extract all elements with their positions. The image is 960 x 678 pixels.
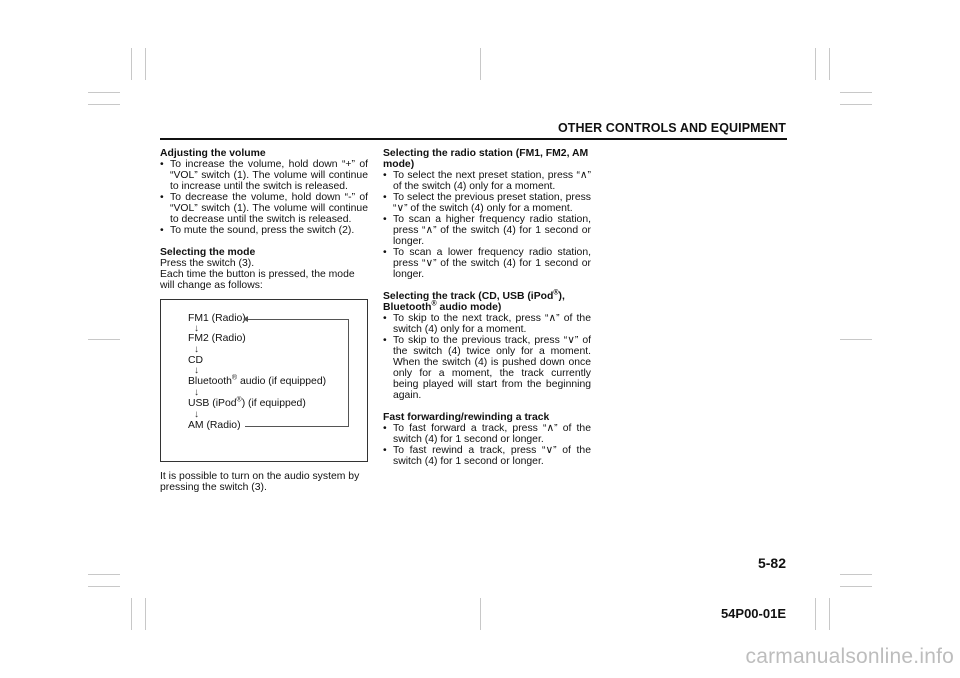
- mode-text: Each time the button is pressed, the mode will change as follows:: [160, 269, 355, 291]
- crop-mark: [815, 48, 816, 80]
- list-item: • To scan a higher frequency radio station, press “∧” of the switch (4) for 1 second or longer.: [383, 214, 591, 247]
- crop-mark: [88, 586, 120, 587]
- down-arrow-icon: ↓: [194, 387, 199, 398]
- down-arrow-icon: ↓: [194, 323, 199, 334]
- crop-mark: [829, 48, 830, 80]
- track-heading: [383, 291, 591, 313]
- mode-bluetooth-name: Bluetooth: [188, 376, 232, 387]
- list-item: • To fast rewind a track, press “∨” of the switch (4) for 1 second or longer.: [383, 445, 591, 467]
- crop-mark: [840, 92, 872, 93]
- left-column: [160, 148, 368, 493]
- registered-mark: ®: [236, 396, 242, 404]
- track-heading-part: ),: [558, 291, 565, 302]
- list-item: • To increase the volume, hold down “+” of “VOL” switch (1). The volume will continue to increase until the switch is released.: [160, 159, 368, 192]
- crop-mark: [815, 598, 816, 630]
- watermark: carmanualsonline.info: [745, 645, 954, 668]
- crop-mark: [840, 586, 872, 587]
- list-item: • To select the previous preset station, press “∨” of the switch (4) only for a moment.: [383, 192, 591, 214]
- right-column: [383, 148, 591, 467]
- mode-text: Press the switch (3).: [160, 258, 255, 269]
- list-item: • To fast forward a track, press “∧” of the switch (4) for 1 second or longer.: [383, 423, 591, 445]
- crop-mark: [131, 48, 132, 80]
- track-heading-part: audio mode): [436, 302, 502, 313]
- page-number: 5-82: [757, 555, 786, 571]
- crop-mark: [145, 598, 146, 630]
- mode-heading: Selecting the mode: [160, 247, 256, 258]
- mode-fm1: FM1 (Radio): [188, 313, 246, 324]
- crop-mark: [88, 92, 120, 93]
- volume-heading: Adjusting the volume: [160, 148, 266, 159]
- list-item: • To skip to the previous track, press “∨” of the switch (4) twice only for a moment. When the switch (4) is pushed down once only for a moment, the track currently being played will start from the beginning again.: [383, 335, 591, 401]
- section-title: OTHER CONTROLS AND EQUIPMENT: [557, 121, 786, 135]
- mode-fm2: FM2 (Radio): [188, 333, 246, 344]
- ff-list: [383, 423, 591, 467]
- registered-mark: ®: [231, 374, 238, 382]
- loop-line: [257, 319, 348, 320]
- registered-mark: ®: [431, 300, 437, 308]
- crop-mark: [145, 48, 146, 80]
- track-list: [383, 313, 591, 401]
- crop-mark: [480, 598, 481, 630]
- crop-mark: [131, 598, 132, 630]
- list-item: • To decrease the volume, hold down “-” of “VOL” switch (1). The volume will continue to decrease until the switch is released.: [160, 192, 368, 225]
- loop-line: [247, 319, 257, 320]
- list-item: • To mute the sound, press the switch (2).: [160, 225, 368, 236]
- crop-mark: [480, 48, 481, 80]
- registered-mark: ®: [553, 289, 559, 297]
- crop-mark: [88, 104, 120, 105]
- header-rule: [160, 138, 787, 140]
- down-arrow-icon: ↓: [194, 409, 199, 420]
- list-item: • To skip to the next track, press “∧” of the switch (4) only for a moment.: [383, 313, 591, 335]
- list-item: • To scan a lower frequency radio station, press “∨” of the switch (4) for 1 second or longer.: [383, 247, 591, 280]
- list-item: • To select the next preset station, press “∧” of the switch (4) only for a moment.: [383, 170, 591, 192]
- mode-cd: CD: [188, 355, 204, 366]
- crop-mark: [840, 574, 872, 575]
- radio-list: [383, 170, 591, 280]
- mode-usb: [188, 398, 306, 409]
- track-heading-part: Bluetooth: [383, 302, 432, 313]
- crop-mark: [88, 339, 120, 340]
- volume-list: [160, 159, 368, 236]
- mode-am: AM (Radio): [188, 420, 241, 431]
- crop-mark: [840, 104, 872, 105]
- document-code: 54P00-01E: [720, 606, 786, 621]
- down-arrow-icon: ↓: [194, 365, 199, 376]
- mode-bluetooth: [188, 376, 326, 387]
- mode-usb-tail: ) (if equipped): [241, 398, 306, 409]
- loop-line: [348, 319, 349, 426]
- mode-cycle-diagram: [160, 299, 368, 462]
- down-arrow-icon: ↓: [194, 344, 199, 355]
- mode-bluetooth-tail: audio (if equipped): [237, 376, 327, 387]
- power-text: It is possible to turn on the audio system by pressing the switch (3).: [160, 471, 360, 493]
- crop-mark: [829, 598, 830, 630]
- track-heading-part: Selecting the track (CD, USB (iPod: [383, 291, 554, 302]
- mode-usb-name: USB (iPod: [188, 398, 237, 409]
- ff-heading: Fast forwarding/rewinding a track: [383, 412, 550, 423]
- crop-mark: [88, 574, 120, 575]
- crop-mark: [840, 339, 872, 340]
- radio-heading: Selecting the radio station (FM1, FM2, AM mode): [383, 148, 589, 170]
- loop-line: [245, 426, 349, 427]
